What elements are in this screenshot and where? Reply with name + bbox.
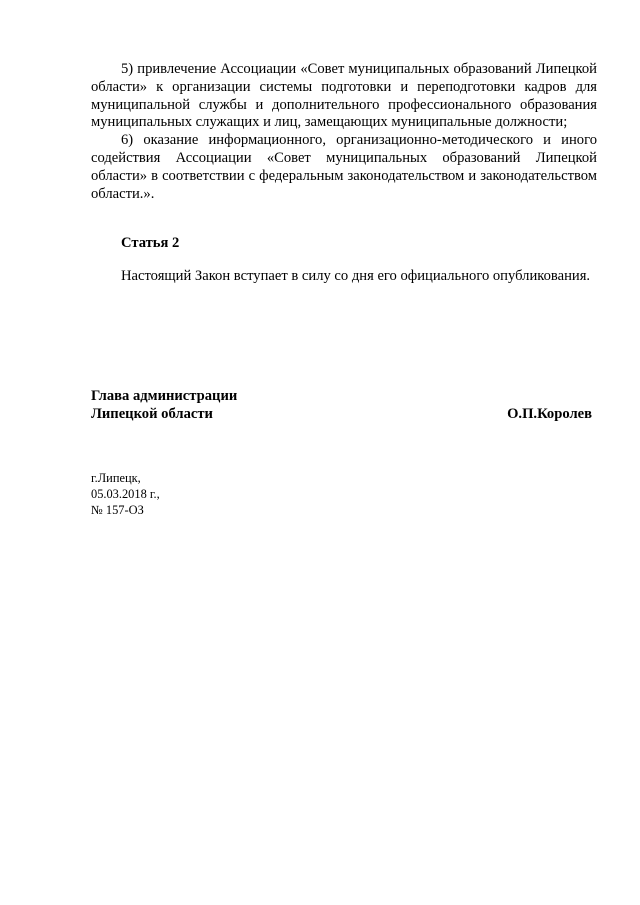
footer-city: г.Липецк, <box>91 471 141 485</box>
law-item-6: 6) оказание информационного, организационно-методического и иного содействия Ассоциации «Совет муниципальных образований Липецкой области» в соответствии с федеральным законодательством и законодательством области.». <box>91 132 597 202</box>
signatory-title-line2: Липецкой области <box>91 406 213 422</box>
signatory-name: О.П.Королев <box>507 406 592 422</box>
article-heading: Статья 2 <box>121 235 180 251</box>
law-items <box>91 61 597 203</box>
article-text: Настоящий Закон вступает в силу со дня его официального опубликования. <box>121 268 591 284</box>
article-body <box>91 268 597 286</box>
footer-law-number: № 157-ОЗ <box>91 503 144 517</box>
signatory-title-line1: Глава администрации <box>91 388 238 404</box>
footer-date: 05.03.2018 г., <box>91 487 160 501</box>
law-item-5: 5) привлечение Ассоциации «Совет муниципальных образований Липецкой области» к организации системы подготовки и переподготовки кадров для муниципальной службы и дополнительного профессионального образования муниципальных служащих и лиц, замещающих муниципальные должности; <box>91 61 597 131</box>
